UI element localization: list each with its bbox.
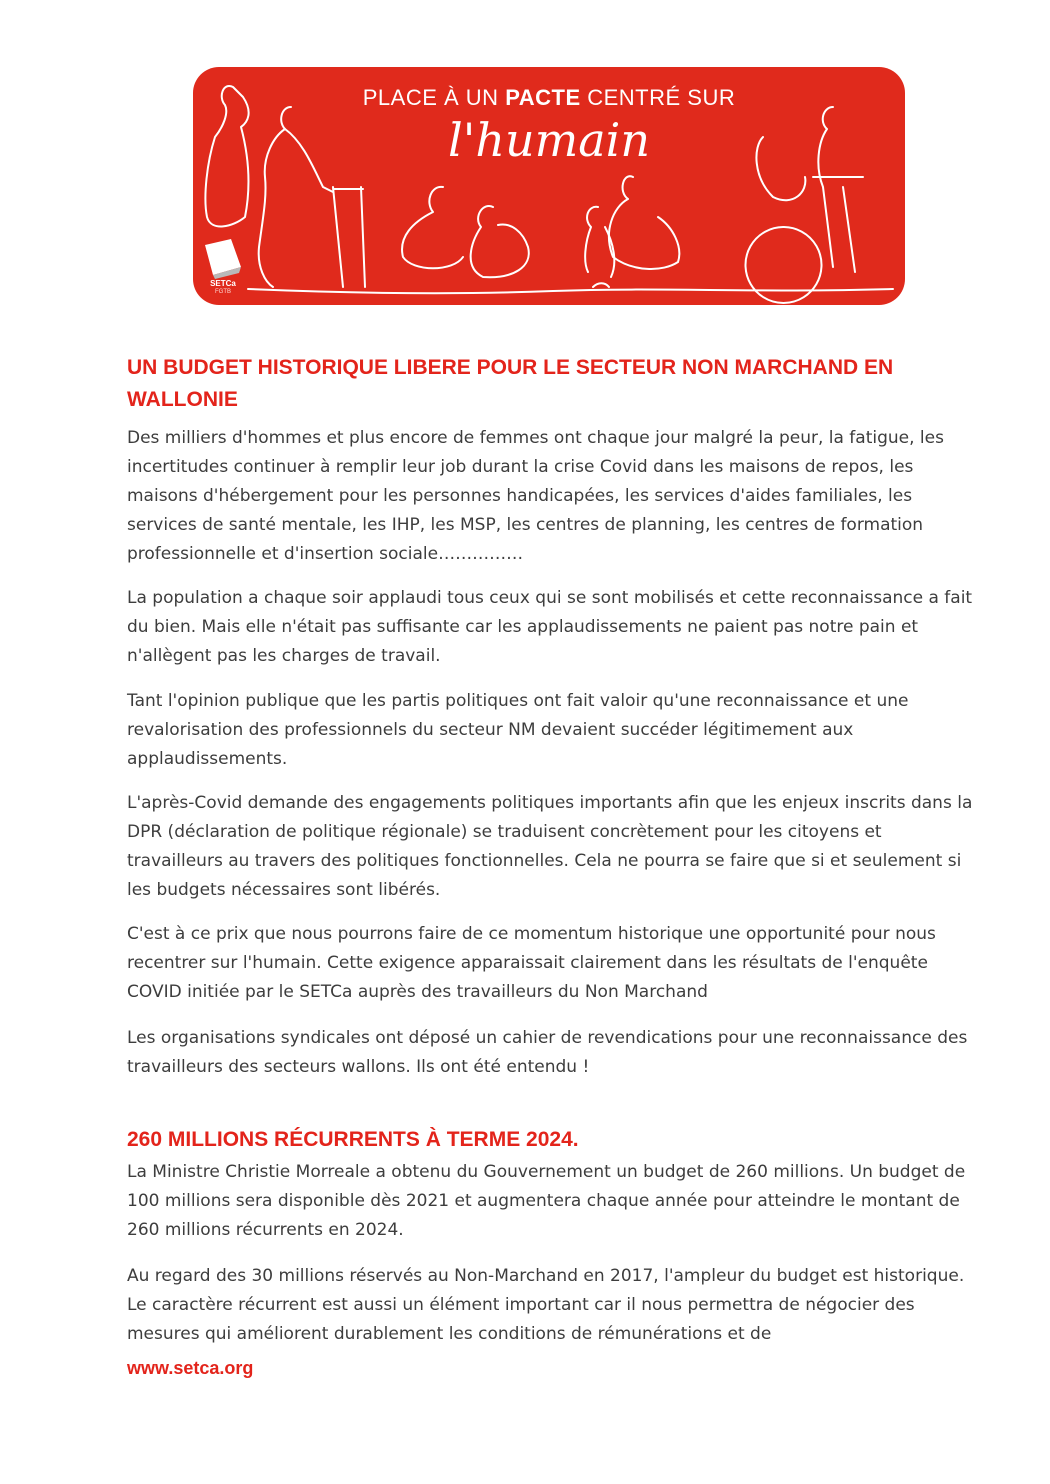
paragraph: C'est à ce prix que nous pourrons faire de ce momentum historique une opportunité pour nous recentrer sur l'humain. Cette exigence apparaissait clairement dans les résultats de l'enquête COVID initiée par le SETCa auprès des travailleurs du Non Marchand bbox=[127, 924, 936, 1002]
paragraph: Tant l'opinion publique que les partis politiques ont fait valoir qu'une reconnaissance et une revalorisation des professionnels du secteur NM devaient succéder légitimement aux applaudissements. bbox=[127, 691, 909, 769]
section1-heading: UN BUDGET HISTORIQUE LIBERE POUR LE SECTEUR NON MARCHAND EN WALLONIE bbox=[127, 356, 894, 411]
paragraph: Des milliers d'hommes et plus encore de femmes ont chaque jour malgré la peur, la fatigue, les incertitudes continuer à remplir leur job durant la crise Covid dans les maisons de repos, les maisons d'hébergement pour les personnes handicapées, les services d'aides familiales, les services de santé mentale, les IHP, les MSP, les centres de planning, les centres de formation professionnelle et d'insertion sociale…………… bbox=[127, 428, 944, 564]
banner bbox=[193, 67, 905, 305]
logo-text: SETCa bbox=[210, 279, 236, 288]
footer-website-link[interactable]: www.setca.org bbox=[127, 1358, 254, 1378]
banner-script-title: l'humain bbox=[448, 113, 650, 167]
paragraph: Au regard des 30 millions réservés au Non-Marchand en 2017, l'ampleur du budget est historique. Le caractère récurrent est aussi un élément important car il nous permettra de négocier des mesures qui améliorent durablement les conditions de rémunérations et de bbox=[127, 1266, 965, 1344]
banner-title: PLACE À UN PACTE CENTRÉ SUR bbox=[362, 85, 736, 110]
paragraph: La population a chaque soir applaudi tous ceux qui se sont mobilisés et cette reconnaissance a fait du bien. Mais elle n'était pas suffisante car les applaudissements ne paient pas notre pain et n'allègent pas les charges de travail. bbox=[127, 588, 973, 666]
paragraph: L'après-Covid demande des engagements politiques importants afin que les enjeux inscrits dans la DPR (déclaration de politique régionale) se traduisent concrètement pour les citoyens et travailleurs au travers des politiques fonctionnelles. Cela ne pourra se faire que si et seulement si les budgets nécessaires sont libérés. bbox=[127, 793, 973, 900]
paragraph: La Ministre Christie Morreale a obtenu du Gouvernement un budget de 260 millions. Un budget de 100 millions sera disponible dès 2021 et augmentera chaque année pour atteindre le montant de 260 millions récurrents en 2024. bbox=[127, 1162, 966, 1240]
logo-subtext: FGTB bbox=[215, 289, 231, 295]
paragraph: Les organisations syndicales ont déposé un cahier de revendications pour une reconnaissance des travailleurs des secteurs wallons. Ils ont été entendu ! bbox=[127, 1028, 968, 1077]
section2-heading: 260 MILLIONS RÉCURRENTS À TERME 2024. bbox=[127, 1128, 579, 1151]
